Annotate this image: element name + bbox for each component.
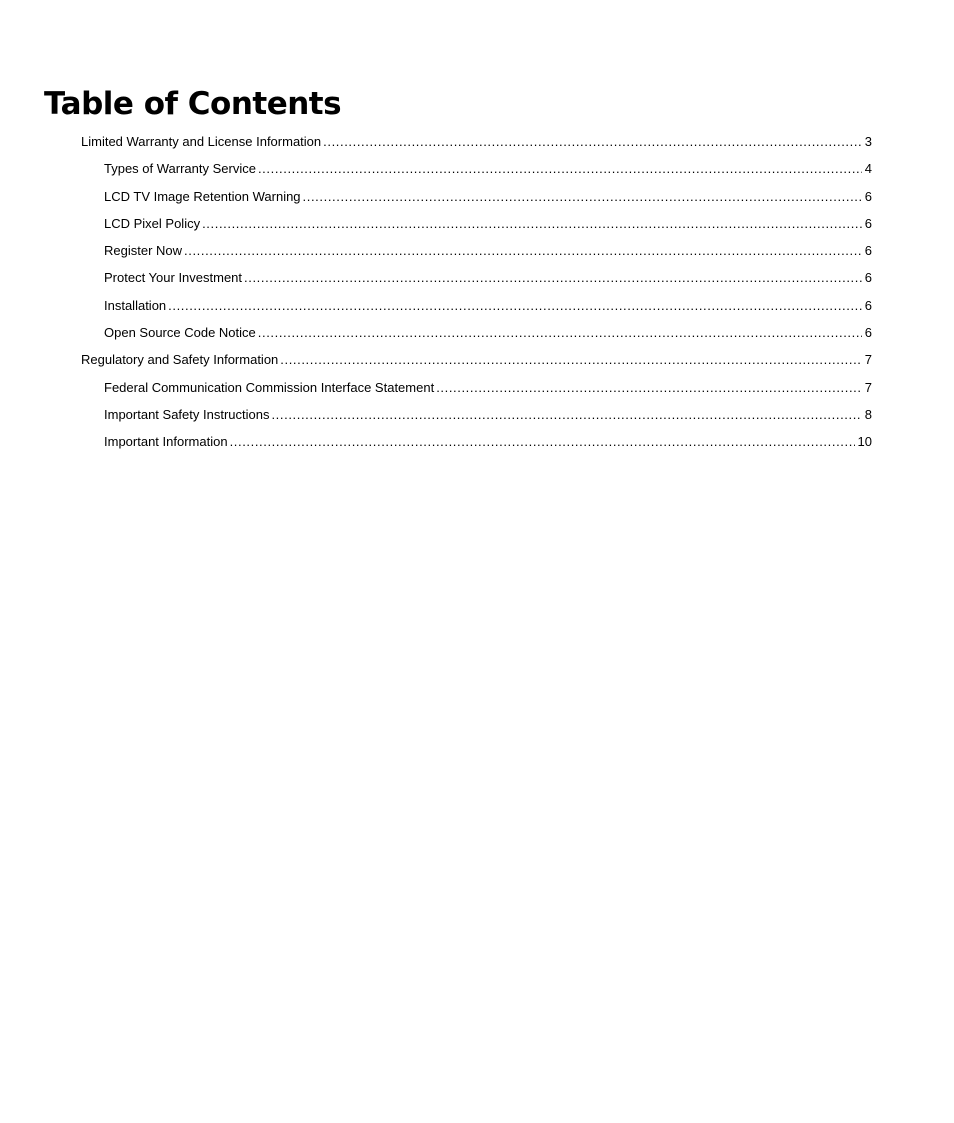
toc-entry[interactable] xyxy=(0,377,954,404)
toc-dot-leader xyxy=(184,240,862,262)
toc-dot-leader xyxy=(436,377,862,399)
toc-entry-label: Installation xyxy=(104,297,167,313)
toc-entry[interactable] xyxy=(0,322,954,349)
toc-entry-page: 4 xyxy=(864,161,872,177)
toc-entry[interactable] xyxy=(0,295,954,322)
page-title: Table of Contents xyxy=(44,86,342,122)
toc-entry-label: Important Information xyxy=(104,434,228,450)
toc-entry[interactable] xyxy=(0,431,954,458)
toc-entry[interactable] xyxy=(0,131,954,158)
toc-dot-leader xyxy=(280,349,861,371)
toc-entry-page: 8 xyxy=(864,406,872,422)
toc-entry-label: Protect Your Investment xyxy=(104,270,243,286)
toc-entry-page: 6 xyxy=(864,188,872,204)
toc-dot-leader xyxy=(244,267,862,289)
toc-entry[interactable] xyxy=(0,213,954,240)
toc-entry-label: Important Safety Instructions xyxy=(104,406,270,422)
toc-entry-label: LCD TV Image Retention Warning xyxy=(104,188,301,204)
toc-dot-leader xyxy=(271,404,861,426)
toc-list xyxy=(0,131,954,459)
toc-entry-label: Federal Communication Commission Interface Statement xyxy=(104,379,435,395)
toc-entry[interactable] xyxy=(0,267,954,294)
toc-entry[interactable] xyxy=(0,158,954,185)
toc-dot-leader xyxy=(303,186,862,208)
toc-entry[interactable] xyxy=(0,349,954,376)
toc-entry-label: Limited Warranty and License Information xyxy=(81,134,322,149)
toc-entry-page: 7 xyxy=(864,352,872,368)
toc-dot-leader xyxy=(202,213,862,235)
toc-entry-page: 6 xyxy=(864,270,872,286)
toc-entry-page: 6 xyxy=(864,243,872,259)
toc-dot-leader xyxy=(323,131,862,153)
toc-entry-page: 7 xyxy=(864,379,872,395)
toc-dot-leader xyxy=(258,322,862,344)
toc-dot-leader xyxy=(230,431,855,453)
toc-entry-label: Open Source Code Notice xyxy=(104,325,256,341)
toc-dot-leader xyxy=(258,158,862,180)
toc-entry-page: 6 xyxy=(864,297,872,313)
toc-entry-label: Register Now xyxy=(104,243,183,259)
toc-dot-leader xyxy=(168,295,862,317)
toc-entry-page: 6 xyxy=(864,215,872,231)
toc-entry[interactable] xyxy=(0,186,954,213)
toc-entry[interactable] xyxy=(0,240,954,267)
toc-entry-page: 3 xyxy=(864,134,872,149)
toc-entry-page: 6 xyxy=(864,325,872,341)
toc-entry-label: LCD Pixel Policy xyxy=(104,215,201,231)
toc-entry-label: Regulatory and Safety Information xyxy=(81,352,279,368)
toc-entry-page: 10 xyxy=(857,434,872,450)
toc-entry[interactable] xyxy=(0,404,954,431)
toc-entry-label: Types of Warranty Service xyxy=(104,161,256,177)
